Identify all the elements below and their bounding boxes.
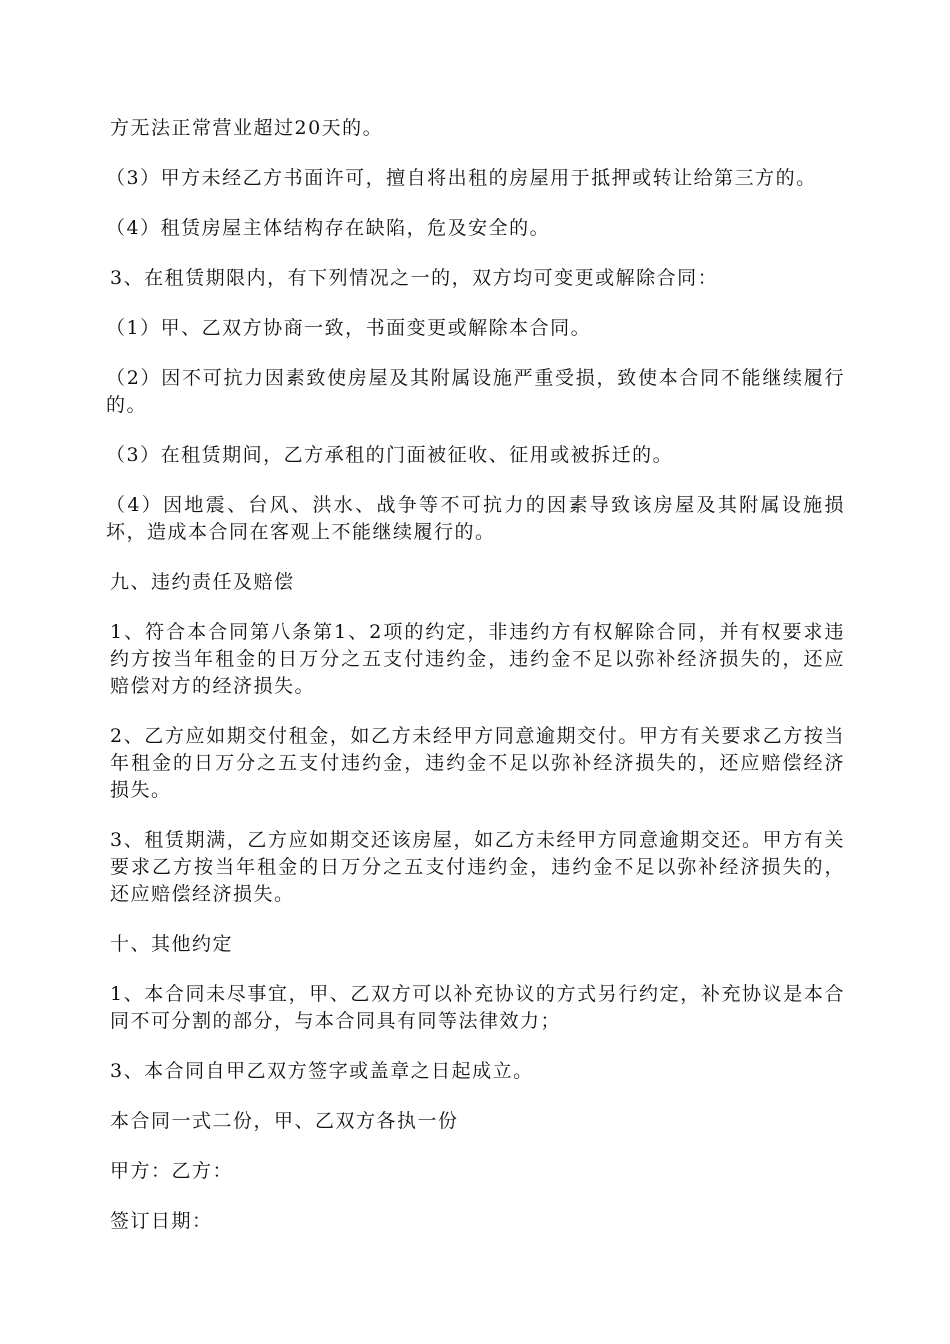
section-heading-9: 九、违约责任及赔偿 xyxy=(110,571,295,593)
paragraph-item-4-disaster: （4）因地震、台风、洪水、战争等不可抗力的因素导致该房屋及其附属设施损坏，造成本合同在客观上不能继续履行的。 xyxy=(106,494,845,543)
paragraph-continuation: 方无法正常营业超过20天的。 xyxy=(110,117,384,139)
document-page xyxy=(106,115,845,1258)
paragraph-clause-3: 3、在租赁期限内，有下列情况之一的，双方均可变更或解除合同： xyxy=(110,267,719,289)
paragraph-other-3: 3、本合同自甲乙双方签字或盖章之日起成立。 xyxy=(110,1060,534,1082)
paragraph-breach-1: 1、符合本合同第八条第1、2项的约定，非违约方有权解除合同，并有权要求违约方按当年租金的日万分之五支付违约金，违约金不足以弥补经济损失的，还应赔偿对方的经济损失。 xyxy=(110,621,845,697)
paragraph-item-1-agreement: （1）甲、乙双方协商一致，书面变更或解除本合同。 xyxy=(106,317,592,339)
paragraph-item-4-structure: （4）租赁房屋主体结构存在缺陷，危及安全的。 xyxy=(106,217,551,239)
paragraph-copies: 本合同一式二份，甲、乙双方各执一份 xyxy=(110,1110,459,1132)
paragraph-item-3-mortgage: （3）甲方未经乙方书面许可，擅自将出租的房屋用于抵押或转让给第三方的。 xyxy=(106,167,817,189)
section-heading-10: 十、其他约定 xyxy=(110,933,234,955)
paragraph-other-1: 1、本合同未尽事宜，甲、乙双方可以补充协议的方式另行约定，补充协议是本合同不可分割的部分，与本合同具有同等法律效力； xyxy=(110,983,845,1032)
paragraph-item-3-expropriation: （3）在租赁期间，乙方承租的门面被征收、征用或被拆迁的。 xyxy=(106,444,674,466)
paragraph-breach-3: 3、租赁期满，乙方应如期交还该房屋，如乙方未经甲方同意逾期交还。甲方有关要求乙方按当年租金的日万分之五支付违约金，违约金不足以弥补经济损失的，还应赔偿经济损失。 xyxy=(110,829,845,905)
paragraph-breach-2: 2、乙方应如期交付租金，如乙方未经甲方同意逾期交付。甲方有关要求乙方按当年租金的日万分之五支付违约金，违约金不足以弥补经济损失的，还应赔偿经济损失。 xyxy=(110,725,845,801)
signature-date: 签订日期： xyxy=(110,1210,213,1232)
paragraph-item-2-force-majeure: （2）因不可抗力因素致使房屋及其附属设施严重受损，致使本合同不能继续履行的。 xyxy=(106,367,845,416)
signature-parties: 甲方：乙方： xyxy=(110,1160,234,1182)
